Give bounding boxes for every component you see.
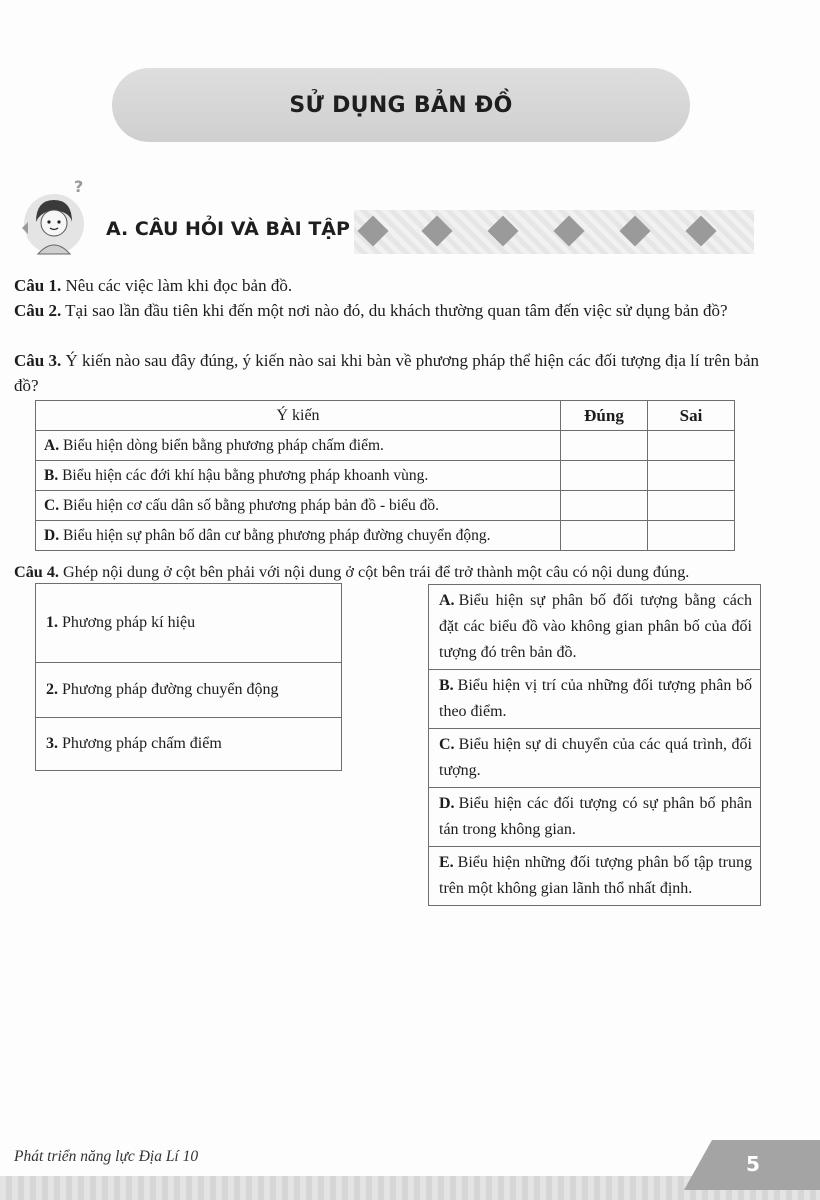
list-item: C. Biểu hiện sự di chuyển của các quá trình, đối tượng. xyxy=(429,729,760,788)
list-item: A. Biểu hiện sự phân bố đối tượng bằng cách đặt các biểu đồ vào không gian phân bố của đối tượng đó trên bản đồ. xyxy=(429,585,760,670)
table-row xyxy=(36,491,735,521)
book-title: Phát triển năng lực Địa Lí 10 xyxy=(14,1148,199,1165)
list-item: 1. Phương pháp kí hiệu xyxy=(36,584,341,663)
table-header-true: Đúng xyxy=(561,401,648,431)
table-row xyxy=(36,431,735,461)
false-answer-cell[interactable] xyxy=(648,461,735,491)
table-row xyxy=(36,461,735,491)
chapter-banner xyxy=(112,68,690,142)
svg-text:?: ? xyxy=(74,177,84,196)
list-item: D. Biểu hiện các đối tượng có sự phân bố phân tán trong không gian. xyxy=(429,788,760,847)
matching-left-column xyxy=(35,583,342,771)
true-answer-cell[interactable] xyxy=(561,521,648,551)
question-3: Câu 3. Ý kiến nào sau đây đúng, ý kiến nào sai khi bàn về phương pháp thể hiện các đối tượng địa lí trên bản đồ? xyxy=(14,351,760,395)
true-answer-cell[interactable] xyxy=(561,491,648,521)
question-4: Câu 4. Ghép nội dung ở cột bên phải với nội dung ở cột bên trái để trở thành một câu có nội dung đúng. xyxy=(14,563,690,581)
list-item: 2. Phương pháp đường chuyển động xyxy=(36,663,341,718)
table-header-false: Sai xyxy=(648,401,735,431)
opinion-cell: C. Biểu hiện cơ cấu dân số bằng phương pháp bản đồ - biểu đồ. xyxy=(36,491,561,521)
opinion-cell: B. Biểu hiện các đới khí hậu bằng phương pháp khoanh vùng. xyxy=(36,461,561,491)
chapter-title: SỬ DỤNG BẢN ĐỒ xyxy=(289,92,513,118)
true-answer-cell[interactable] xyxy=(561,461,648,491)
section-title: A. CÂU HỎI VÀ BÀI TẬP xyxy=(106,218,350,240)
table-header-opinion: Ý kiến xyxy=(36,401,561,431)
section-heading xyxy=(14,176,794,266)
false-answer-cell[interactable] xyxy=(648,491,735,521)
opinion-cell: A. Biểu hiện dòng biển bằng phương pháp chấm điểm. xyxy=(36,431,561,461)
table-row xyxy=(36,521,735,551)
question-2: Câu 2. Tại sao lần đầu tiên khi đến một nơi nào đó, du khách thường quan tâm đến việc sử dụng bản đồ? xyxy=(14,301,728,320)
opinion-table xyxy=(35,400,735,551)
student-mascot-icon xyxy=(14,176,96,266)
list-item: 3. Phương pháp chấm điểm xyxy=(46,735,222,752)
opinion-cell: D. Biểu hiện sự phân bố dân cư bằng phương pháp đường chuyển động. xyxy=(36,521,561,551)
false-answer-cell[interactable] xyxy=(648,521,735,551)
true-answer-cell[interactable] xyxy=(561,431,648,461)
list-item: E. Biểu hiện những đối tượng phân bố tập trung trên một không gian lãnh thổ nhất định. xyxy=(439,854,752,897)
question-1: Câu 1. Nêu các việc làm khi đọc bản đồ. xyxy=(14,276,293,295)
page-number: 5 xyxy=(746,1152,760,1176)
list-item: B. Biểu hiện vị trí của những đối tượng phân bố theo điểm. xyxy=(429,670,760,729)
false-answer-cell[interactable] xyxy=(648,431,735,461)
matching-right-column xyxy=(428,584,761,906)
